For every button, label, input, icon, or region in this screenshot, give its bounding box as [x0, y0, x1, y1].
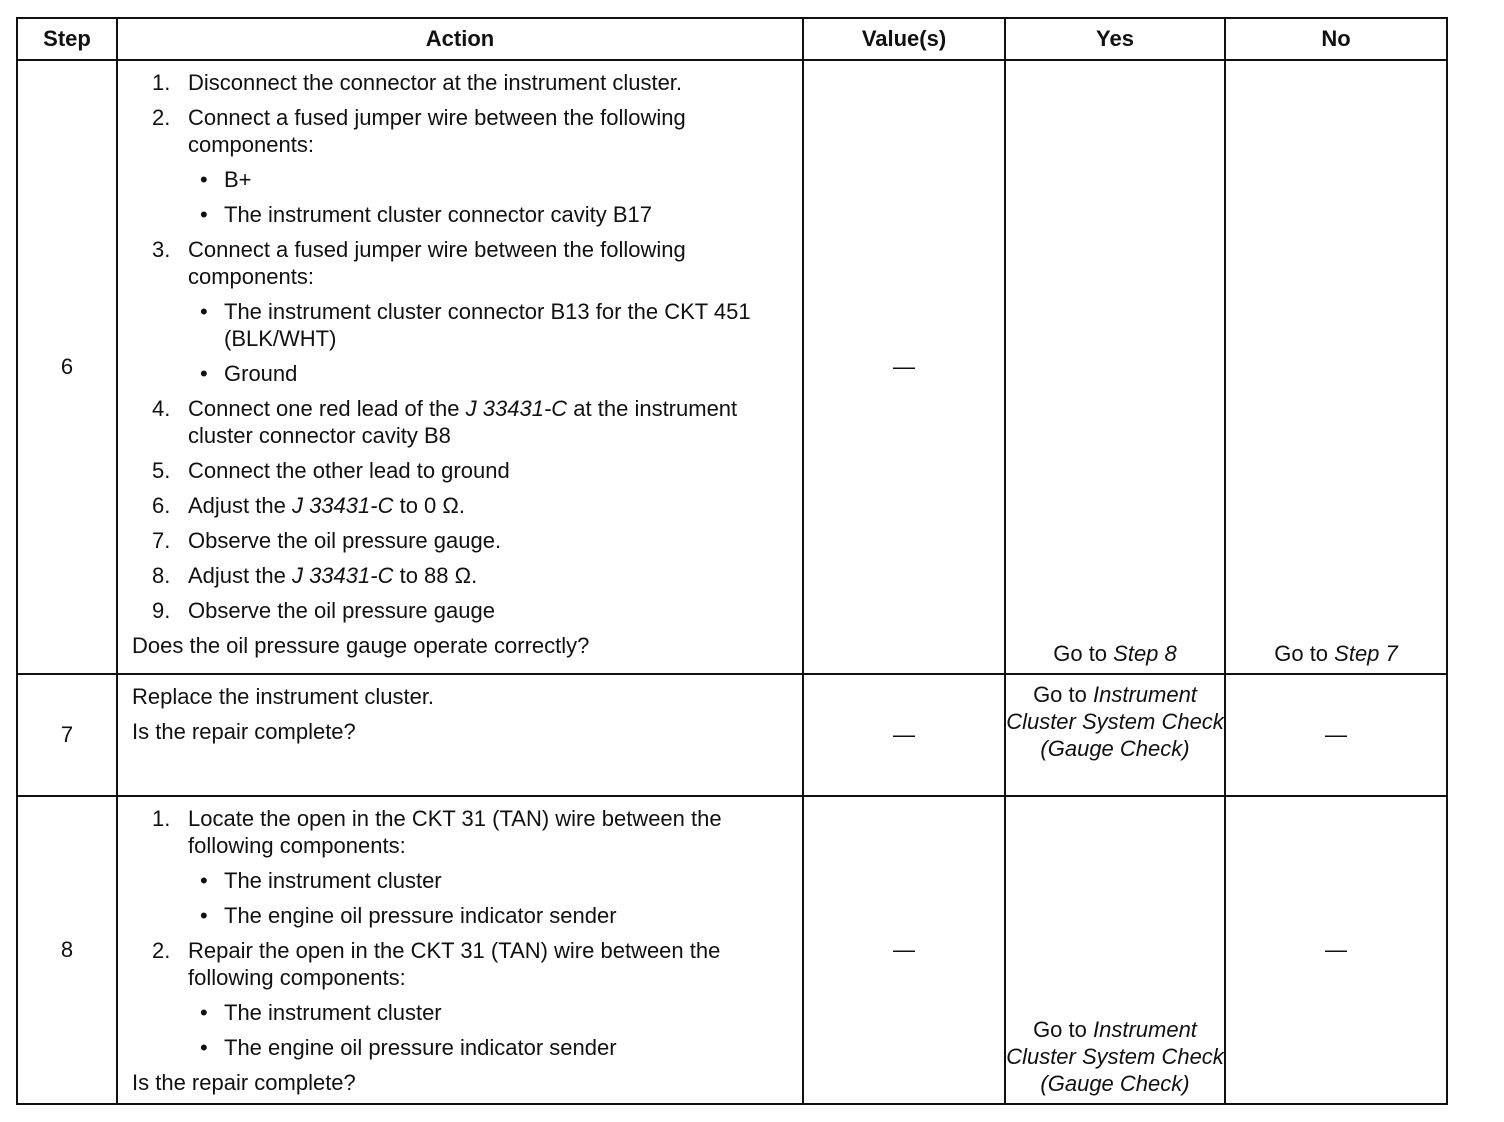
list-item: 3. Connect a fused jumper wire between the following components: • The instrument cluster connector B13 for the CKT 451 (BLK/WHT) • Ground	[132, 236, 790, 387]
bullet-item: • The engine oil pressure indicator sender	[200, 1035, 617, 1060]
yes-cell: Go to Instrument Cluster System Check (Gauge Check)	[1005, 796, 1225, 1104]
header-step: Step	[17, 18, 117, 60]
header-no: No	[1225, 18, 1447, 60]
list-item: 1. Locate the open in the CKT 31 (TAN) wire between the following components: • The instrument cluster • The engine oil pressure indicator sender	[132, 805, 790, 929]
header-action: Action	[117, 18, 803, 60]
no-link: Step 7	[1334, 641, 1398, 666]
bullet-icon: •	[200, 903, 208, 928]
action-cell	[117, 796, 803, 1104]
table-row-step-6	[17, 60, 1447, 674]
yes-link: Instrument Cluster System Check (Gauge Check)	[1006, 1017, 1224, 1096]
list-item: 9. Observe the oil pressure gauge	[152, 598, 495, 623]
step-number: 8	[17, 796, 117, 1104]
list-item: 8. Adjust the J 33431-C to 88 Ω.	[152, 563, 478, 588]
list-item: 4. Connect one red lead of the J 33431-C at the instrument cluster connector cavity B8	[152, 396, 738, 448]
bullet-item: • The engine oil pressure indicator sender	[200, 903, 617, 928]
table-row-step-7	[17, 674, 1447, 796]
bullet-item: • B+	[200, 167, 252, 192]
value-cell: —	[803, 796, 1005, 1104]
step-number: 7	[17, 674, 117, 796]
list-item: 7. Observe the oil pressure gauge.	[152, 528, 502, 553]
yes-link: Instrument Cluster System Check (Gauge Check)	[1006, 682, 1224, 761]
bullet-icon: •	[200, 299, 208, 324]
bullet-icon: •	[200, 868, 208, 893]
bullet-item: • Ground	[200, 361, 298, 386]
bullet-item: • The instrument cluster	[200, 868, 442, 893]
list-item: 1. Disconnect the connector at the instrument cluster.	[152, 70, 683, 95]
list-item: 2. Connect a fused jumper wire between the following components: • B+ • The instrument cluster connector cavity B17	[132, 104, 790, 228]
action-cell	[117, 60, 803, 674]
list-item: 5. Connect the other lead to ground	[152, 458, 510, 483]
question-text: Does the oil pressure gauge operate correctly?	[132, 633, 590, 658]
header-row	[17, 18, 1447, 60]
yes-cell: Go to Instrument Cluster System Check (Gauge Check)	[1005, 674, 1225, 796]
action-line: Replace the instrument cluster.	[132, 684, 435, 709]
bullet-icon: •	[200, 361, 208, 386]
bullet-icon: •	[200, 1035, 208, 1060]
value-cell: —	[803, 674, 1005, 796]
table-row-step-8	[17, 796, 1447, 1104]
diagnostic-table	[16, 17, 1448, 1105]
header-values: Value(s)	[803, 18, 1005, 60]
tool-name: J 33431-C	[465, 396, 568, 421]
tool-name: J 33431-C	[291, 563, 394, 588]
action-cell	[117, 674, 803, 796]
yes-link: Step 8	[1113, 641, 1177, 666]
bullet-item: • The instrument cluster	[200, 1000, 442, 1025]
no-cell: Go to Step 7	[1225, 60, 1447, 674]
list-item: 6. Adjust the J 33431-C to 0 Ω.	[152, 493, 465, 518]
no-cell: —	[1225, 796, 1447, 1104]
no-cell: —	[1225, 674, 1447, 796]
header-yes: Yes	[1005, 18, 1225, 60]
bullet-item: • The instrument cluster connector cavity B17	[200, 202, 652, 227]
yes-cell: Go to Step 8	[1005, 60, 1225, 674]
bullet-icon: •	[200, 202, 208, 227]
bullet-icon: •	[200, 167, 208, 192]
bullet-item: • The instrument cluster connector B13 for the CKT 451 (BLK/WHT)	[200, 299, 751, 351]
bullet-icon: •	[200, 1000, 208, 1025]
list-item: 2. Repair the open in the CKT 31 (TAN) wire between the following components: • The instrument cluster • The engine oil pressure indicator sender	[132, 937, 790, 1061]
question-text: Is the repair complete?	[132, 1070, 356, 1095]
tool-name: J 33431-C	[291, 493, 394, 518]
question-text: Is the repair complete?	[132, 719, 356, 744]
step-number: 6	[17, 60, 117, 674]
value-cell: —	[803, 60, 1005, 674]
